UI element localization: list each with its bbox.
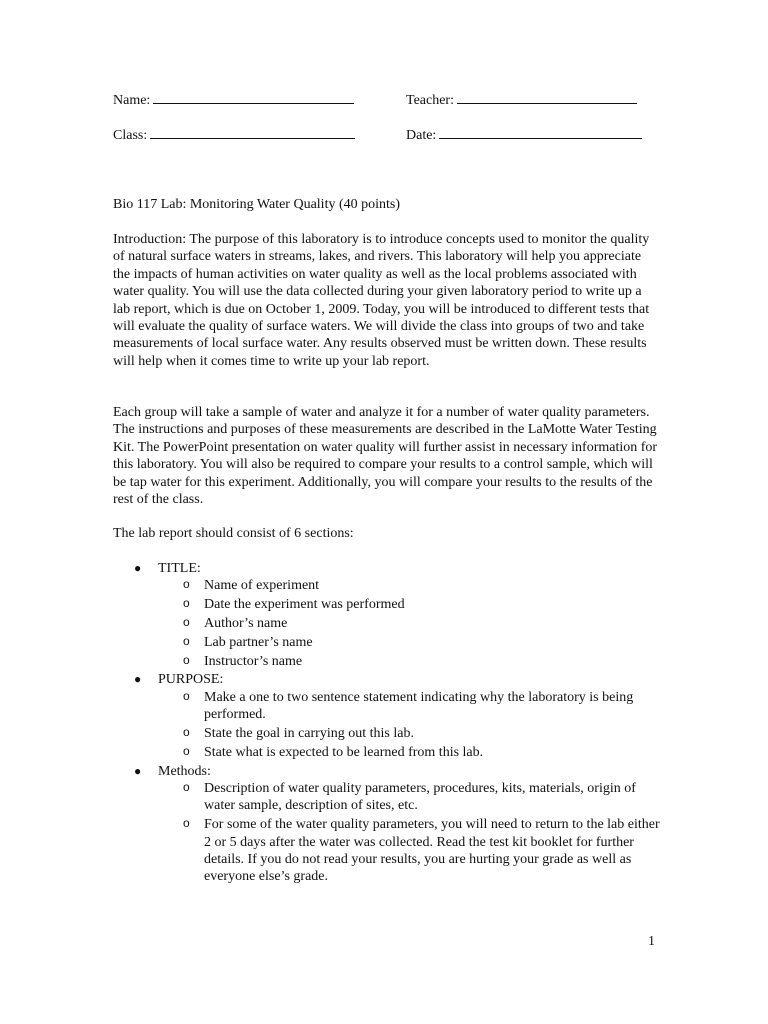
subitem-text: Name of experiment — [204, 578, 320, 594]
section-subitems — [158, 577, 661, 670]
circle-bullet-icon: o — [183, 743, 190, 758]
section-item — [113, 763, 661, 886]
subitem — [158, 615, 661, 632]
circle-bullet-icon: o — [183, 577, 190, 592]
subitem-text: Date the experiment was performed — [204, 597, 405, 613]
name-field[interactable] — [113, 91, 354, 109]
subitem-text: Description of water quality parameters, procedures, kits, materials, origin of water sample, description of sites, etc. — [204, 781, 636, 814]
subitem-text: State the goal in carrying out this lab. — [204, 726, 414, 741]
circle-bullet-icon: o — [183, 780, 190, 794]
subitem — [158, 780, 661, 815]
teacher-field[interactable] — [406, 91, 637, 109]
subitem — [158, 596, 661, 613]
subitem — [158, 689, 661, 724]
circle-bullet-icon: o — [183, 633, 190, 648]
subitem — [158, 816, 661, 886]
subitem-text: For some of the water quality parameters, you will need to return to the lab either 2 or 5 days after the water was collected. Read the test kit booklet for further details. If you do not read your results, you are hurting your grade as well as everyone else’s grade. — [204, 817, 660, 885]
name-label: Name: — [113, 93, 151, 108]
section-item — [113, 560, 661, 670]
circle-bullet-icon: o — [183, 652, 190, 667]
name-blank[interactable] — [153, 91, 354, 104]
circle-bullet-icon: o — [183, 816, 190, 831]
lab-title: Bio 117 Lab: Monitoring Water Quality (40 points) — [113, 197, 401, 212]
subitem-text: Make a one to two sentence statement indicating why the laboratory is being performed. — [204, 689, 634, 723]
introduction-paragraph: Introduction: The purpose of this laboratory is to introduce concepts used to monitor the quality of natural surface waters in streams, lakes, and rivers. This laboratory will help you appreciate the impacts of human activities on water quality as well as the local problems associated with water quality. You will use the data collected during your given laboratory period to write up a lab report, which is due on October 1, 2009. Today, you will be introduced to different tests that will evaluate the quality of surface waters. We will divide the class into groups of two and take measurements of local surface water. Any results observed must be written down. These results will help when it comes time to write up your lab report. — [113, 232, 650, 369]
report-sections-list — [113, 560, 661, 887]
date-blank[interactable] — [439, 126, 642, 139]
subitem-text: Lab partner’s name — [204, 634, 313, 650]
section-item — [113, 671, 661, 761]
section-label: Methods: — [158, 763, 211, 779]
circle-bullet-icon: o — [183, 725, 190, 739]
teacher-blank[interactable] — [457, 91, 637, 104]
bullet-icon: ● — [134, 561, 142, 575]
circle-bullet-icon: o — [183, 688, 190, 703]
teacher-label: Teacher: — [406, 93, 454, 108]
circle-bullet-icon: o — [183, 596, 190, 611]
procedure-paragraph: Each group will take a sample of water and analyze it for a number of water quality parameters. The instructions and purposes of these measurements are described in the LaMotte Water Testing Kit. The PowerPoint presentation on water quality will further assist in necessary information for this laboratory. You will also be required to compare your results to a control sample, which will be tap water for this experiment. Additionally, you will compare your results to the results of the rest of the class. — [113, 405, 658, 508]
sections-lead: The lab report should consist of 6 sections: — [113, 526, 354, 541]
circle-bullet-icon: o — [183, 615, 190, 629]
subitem — [158, 577, 661, 594]
section-label: TITLE: — [158, 561, 201, 576]
subitem-text: Instructor’s name — [204, 653, 303, 669]
subitem — [158, 634, 661, 651]
subitem — [158, 725, 661, 742]
page-number: 1 — [648, 934, 655, 949]
section-subitems — [158, 689, 661, 761]
class-blank[interactable] — [150, 126, 355, 139]
section-subitems — [158, 780, 661, 886]
date-label: Date: — [406, 128, 437, 143]
subitem-text: State what is expected to be learned from this lab. — [204, 744, 484, 760]
bullet-icon: ● — [134, 672, 142, 687]
subitem — [158, 744, 661, 761]
class-label: Class: — [113, 128, 148, 143]
subitem — [158, 653, 661, 670]
bullet-icon: ● — [134, 763, 142, 778]
class-field[interactable] — [113, 126, 355, 144]
subitem-text: Author’s name — [204, 616, 288, 631]
date-field[interactable] — [406, 126, 642, 144]
section-label: PURPOSE: — [158, 672, 224, 688]
